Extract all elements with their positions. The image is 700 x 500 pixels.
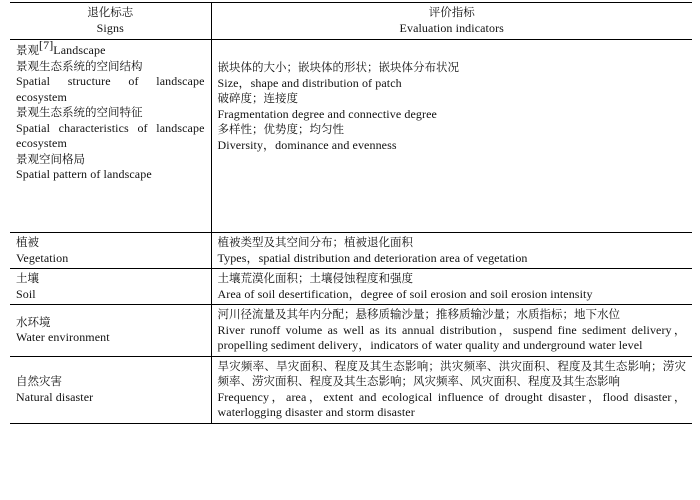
- sign-cell-vegetation: [10, 233, 211, 269]
- indicators-header-en: Evaluation indicators: [399, 20, 504, 35]
- table-header: [10, 3, 692, 40]
- sign-sub3-zh: 景观空间格局: [16, 151, 85, 166]
- signs-column-header: [10, 3, 211, 40]
- sign-cell-water: [10, 305, 211, 357]
- indicator-cell-soil: [211, 269, 692, 305]
- sign-disaster-zh: 自然灾害: [16, 374, 62, 388]
- indicator-1-zh: 嵌块体的大小；嵌块体的形状；嵌块体分布状况: [217, 60, 459, 74]
- sign-vegetation-en: Vegetation: [16, 250, 69, 265]
- indicator-cell-water: [211, 305, 692, 357]
- indicator-cell-landscape: [211, 40, 692, 233]
- indicator-disaster-en: Frequency，area，extent and ecological influence of drought disaster，flood disaster，waterlogging disaster and storm disaster: [217, 389, 686, 419]
- sign-disaster-en: Natural disaster: [16, 389, 94, 404]
- sign-sub2-en: Spatial characteristics of landscape ecosystem: [16, 120, 205, 150]
- sign-landscape-title: [16, 38, 205, 59]
- indicator-cell-vegetation: [211, 233, 692, 269]
- indicator-1-en: Size，shape and distribution of patch: [217, 75, 402, 90]
- signs-header-zh: 退化标志: [87, 5, 134, 19]
- sign-water-zh: 水环境: [16, 314, 51, 329]
- sign-sub3-en: Spatial pattern of landscape: [16, 167, 152, 181]
- indicator-vegetation-en: Types，spatial distribution and deterioration area of vegetation: [217, 250, 528, 265]
- sign-soil-en: Soil: [16, 286, 36, 301]
- table-row: [10, 305, 692, 357]
- indicator-2-zh: 破碎度；连接度: [217, 91, 298, 105]
- table-row: [10, 269, 692, 305]
- indicator-3-zh: 多样性；优势度；均匀性: [217, 122, 344, 136]
- sign-water-en: Water environment: [16, 330, 110, 345]
- sign-sub1-zh: 景观生态系统的空间结构: [16, 58, 143, 73]
- indicator-soil-zh: 土壤荒漠化面积；土壤侵蚀程度和强度: [217, 271, 413, 285]
- sign-sub1-en: Spatial structure of landscape ecosystem: [16, 74, 205, 104]
- table-row: [10, 40, 692, 233]
- sign-soil-zh: 土壤: [16, 271, 39, 285]
- degradation-signs-table: [10, 2, 692, 424]
- indicator-soil-en: Area of soil desertification，degree of soil erosion and soil erosion intensity: [217, 286, 593, 301]
- sign-landscape-en: Landscape: [53, 43, 106, 57]
- indicator-3-en: Diversity，dominance and evenness: [217, 137, 397, 152]
- indicator-disaster-zh: 旱灾频率、旱灾面积、程度及其生态影响；洪灾频率、洪灾面积、程度及其生态影响；涝灾频率、涝灾面积、程度及其生态影响；风灾频率、风灾面积、程度及其生态影响: [217, 358, 686, 388]
- indicator-water-en: River runoff volume as well as its annual distribution，suspend fine sediment delivery，propelling sediment delivery，indicators of water quality and underground water level: [217, 322, 686, 352]
- citation-reference: [7]: [39, 38, 54, 53]
- indicator-cell-disaster: [211, 356, 692, 423]
- signs-header-en: Signs: [96, 20, 124, 35]
- table-row: [10, 356, 692, 423]
- indicators-header-zh: 评价指标: [428, 5, 475, 19]
- indicator-2-en: Fragmentation degree and connective degree: [217, 106, 437, 121]
- sign-vegetation-zh: 植被: [16, 235, 39, 249]
- sign-sub2-zh: 景观生态系统的空间特征: [16, 105, 143, 119]
- indicators-column-header: [211, 3, 692, 40]
- sign-cell-disaster: [10, 356, 211, 423]
- table-row: [10, 233, 692, 269]
- indicator-vegetation-zh: 植被类型及其空间分布；植被退化面积: [217, 235, 413, 249]
- sign-cell-landscape: [10, 40, 211, 233]
- indicator-water-zh: 河川径流量及其年内分配；悬移质输沙量；推移质输沙量；水质指标；地下水位: [217, 307, 620, 321]
- sign-cell-soil: [10, 269, 211, 305]
- sign-landscape-zh: 景观: [16, 43, 39, 57]
